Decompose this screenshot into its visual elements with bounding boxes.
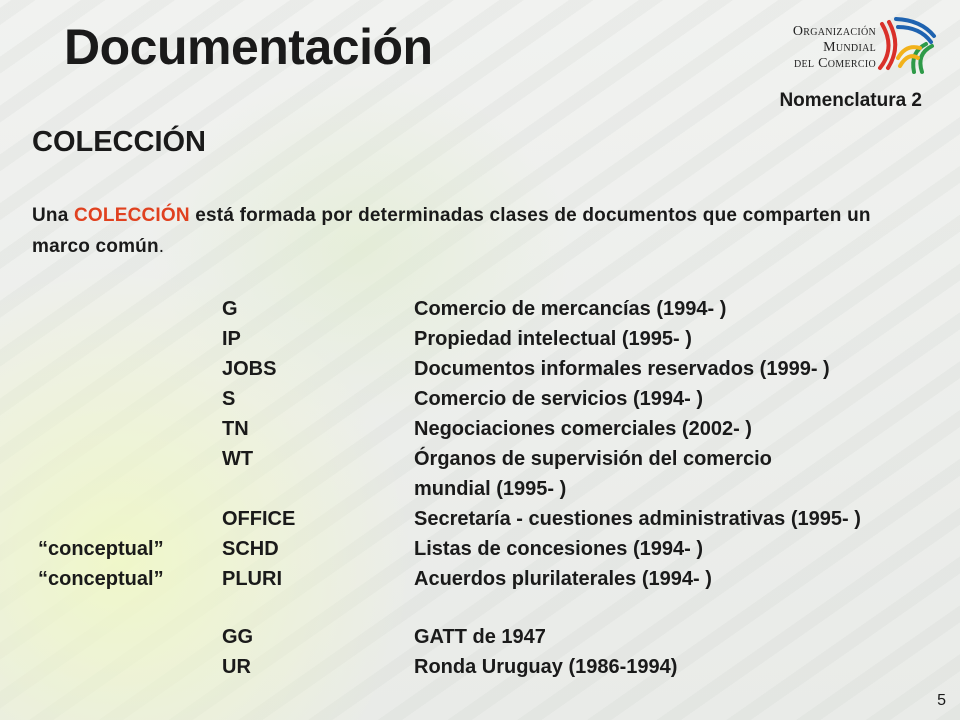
wto-logo-icon xyxy=(876,14,938,76)
intro-paragraph xyxy=(32,200,912,262)
item-code: S xyxy=(222,388,236,410)
item-code: PLURI xyxy=(222,568,282,590)
item-description: Comercio de servicios (1994- ) xyxy=(414,388,704,410)
organization-name-line-1: Organización xyxy=(792,24,876,39)
item-tag: “conceptual” xyxy=(38,538,164,560)
item-description: Órganos de supervisión del comercio xyxy=(414,448,772,470)
item-code: IP xyxy=(222,328,241,350)
section-title: COLECCIÓN xyxy=(32,126,206,158)
item-code: JOBS xyxy=(222,358,277,380)
item-description: Acuerdos plurilaterales (1994- ) xyxy=(414,568,712,590)
item-code: UR xyxy=(222,656,251,678)
organization-name-line-3: del Comercio xyxy=(794,56,876,71)
item-code: G xyxy=(222,298,238,320)
item-tag: “conceptual” xyxy=(38,568,164,590)
item-description: Documentos informales reservados (1999- ) xyxy=(414,358,830,380)
subtitle: Nomenclatura 2 xyxy=(779,90,922,111)
item-code: WT xyxy=(222,448,254,470)
item-description: Secretaría - cuestiones administrativas (1995- ) xyxy=(414,508,861,530)
organization-name xyxy=(793,24,876,72)
page-title: Documentación xyxy=(64,19,433,75)
item-description: GATT de 1947 xyxy=(414,626,546,648)
intro-period: . xyxy=(158,236,165,257)
item-description: Negociaciones comerciales (2002- ) xyxy=(414,418,752,440)
item-description: Comercio de mercancías (1994- ) xyxy=(414,298,727,320)
intro-highlight: COLECCIÓN xyxy=(73,205,190,226)
item-code: OFFICE xyxy=(222,508,296,530)
item-code: SCHD xyxy=(222,538,279,560)
item-description: mundial (1995- ) xyxy=(414,478,567,500)
item-description: Listas de concesiones (1994- ) xyxy=(414,538,704,560)
item-description: Ronda Uruguay (1986-1994) xyxy=(414,656,678,678)
page-number: 5 xyxy=(937,692,946,709)
intro-text-after: está formada por determinadas clases de documentos que comparten un marco común xyxy=(32,205,871,257)
item-code: GG xyxy=(222,626,254,648)
organization-name-line-2: Mundial xyxy=(823,40,876,55)
intro-text-before: Una xyxy=(32,205,74,226)
item-code: TN xyxy=(222,418,249,440)
item-description: Propiedad intelectual (1995- ) xyxy=(414,328,692,350)
